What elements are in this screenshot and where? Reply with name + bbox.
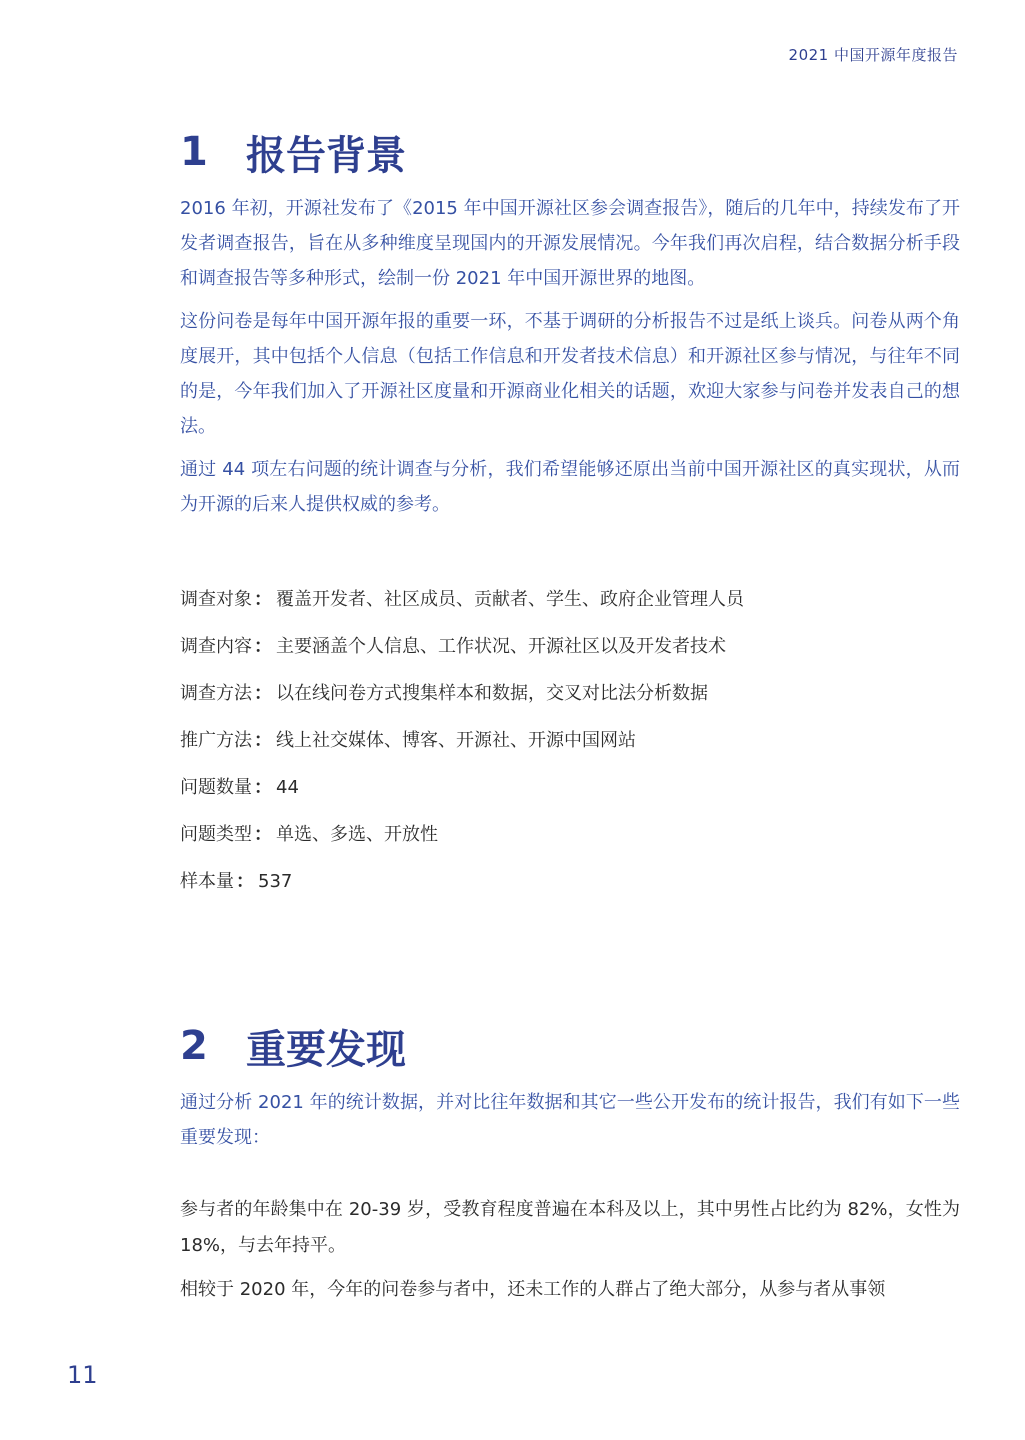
report-header-title: 2021 中国开源年度报告 (788, 46, 958, 64)
info-label: 调查方法 (180, 683, 252, 704)
info-separator: ： (254, 777, 272, 798)
background-paragraph: 通过 44 项左右问题的统计调查与分析，我们希望能够还原出当前中国开源社区的真实现状，从而为开源的后来人提供权威的参考。 (180, 459, 960, 515)
finding-paragraph: 参与者的年龄集中在 20-39 岁，受教育程度普遍在本科及以上，其中男性占比约为 82%，女性为 18%，与去年持平。 (180, 1199, 960, 1256)
section-number: 1 (180, 129, 208, 175)
survey-info-item (180, 773, 960, 820)
info-value: 537 (258, 871, 293, 892)
info-value: 44 (276, 777, 299, 798)
survey-info-item (180, 585, 960, 632)
section-number: 2 (180, 1023, 208, 1069)
info-label: 样本量 (180, 871, 234, 892)
info-separator: ： (254, 824, 272, 845)
section-title: 重要发现 (246, 1026, 406, 1073)
info-separator: ： (236, 871, 254, 892)
survey-info-item (180, 820, 960, 867)
info-label: 问题类型 (180, 824, 252, 845)
info-value: 覆盖开发者、社区成员、贡献者、学生、政府企业管理人员 (276, 589, 744, 610)
info-value: 主要涵盖个人信息、工作状况、开源社区以及开发者技术 (276, 636, 726, 657)
background-paragraphs (180, 191, 960, 522)
info-separator: ： (254, 730, 272, 751)
background-paragraph: 这份问卷是每年中国开源年报的重要一环，不基于调研的分析报告不过是纸上谈兵。问卷从两个角度展开，其中包括个人信息（包括工作信息和开发者技术信息）和开源社区参与情况，与往年不同的是，今年我们加入了开源社区度量和开源商业化相关的话题，欢迎大家参与问卷并发表自己的想法。 (180, 311, 960, 437)
findings-intro (180, 1085, 960, 1155)
section-heading (180, 1016, 960, 1076)
survey-info-item (180, 867, 960, 914)
info-label: 调查对象 (180, 589, 252, 610)
info-value: 单选、多选、开放性 (276, 824, 438, 845)
background-paragraph: 2016 年初，开源社发布了《2015 年中国开源社区参会调查报告》，随后的几年中，持续发布了开发者调查报告，旨在从多种维度呈现国内的开源发展情况。今年我们再次启程，结合数据分析手段和调查报告等多种形式，绘制一份 2021 年中国开源世界的地图。 (180, 198, 960, 289)
survey-info-list (180, 585, 960, 914)
info-separator: ： (254, 683, 272, 704)
survey-info-item (180, 726, 960, 773)
findings-paragraphs (180, 1192, 960, 1308)
info-label: 问题数量 (180, 777, 252, 798)
section-report-background (180, 122, 960, 182)
findings-intro-paragraph: 通过分析 2021 年的统计数据，并对比往年数据和其它一些公开发布的统计报告，我们有如下一些重要发现： (180, 1092, 960, 1148)
section-heading (180, 122, 960, 182)
section-title: 报告背景 (246, 132, 406, 179)
info-value: 线上社交媒体、博客、开源社、开源中国网站 (276, 730, 636, 751)
section-key-findings (180, 1016, 960, 1076)
info-separator: ： (254, 636, 272, 657)
finding-paragraph: 相较于 2020 年，今年的问卷参与者中，还未工作的人群占了绝大部分，从参与者从事领 (180, 1279, 886, 1300)
survey-info-item (180, 632, 960, 679)
info-label: 调查内容 (180, 636, 252, 657)
page-number: 11 (67, 1361, 98, 1389)
info-value: 以在线问卷方式搜集样本和数据，交叉对比法分析数据 (276, 683, 708, 704)
info-separator: ： (254, 589, 272, 610)
info-label: 推广方法 (180, 730, 252, 751)
survey-info-item (180, 679, 960, 726)
